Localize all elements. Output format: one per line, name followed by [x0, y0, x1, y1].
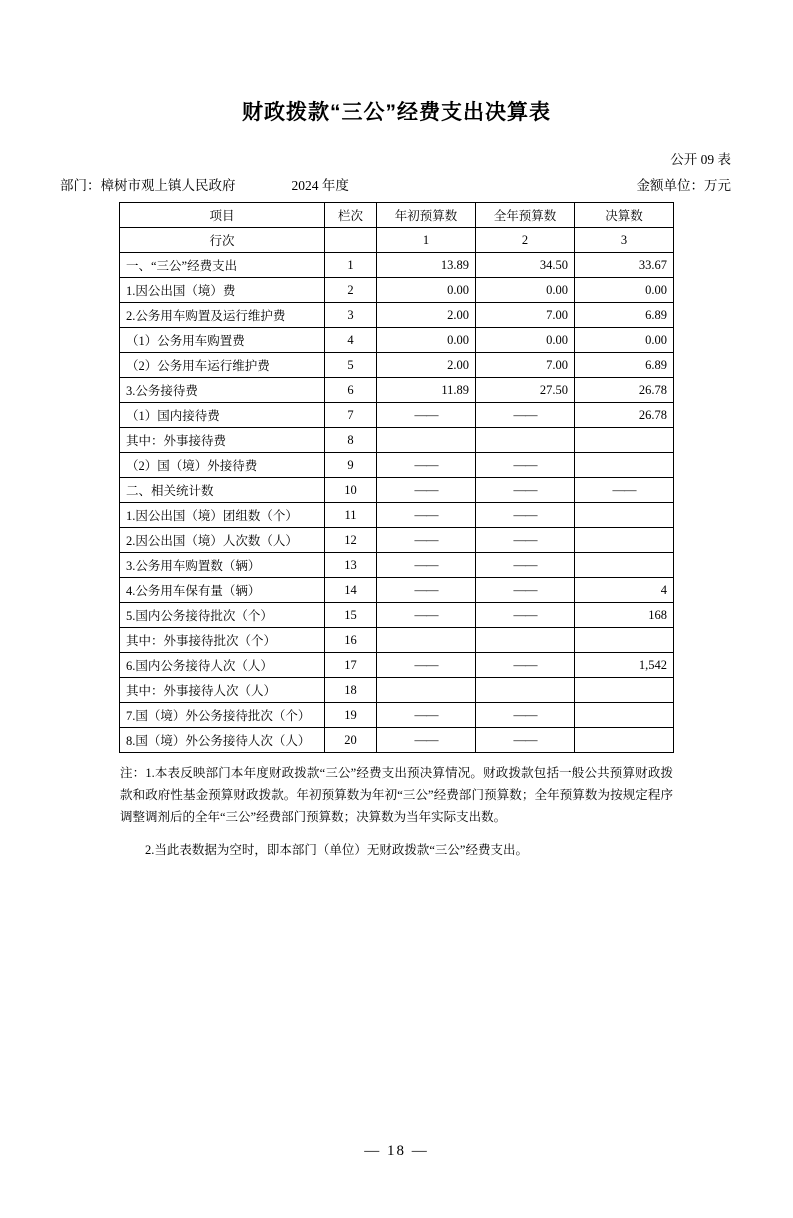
row-line-number: 14 [325, 578, 377, 603]
table-row [120, 278, 674, 303]
table-row [120, 528, 674, 553]
table-row [120, 253, 674, 278]
row-annual-budget [476, 628, 575, 653]
row-item-label: 5.国内公务接待批次（个） [120, 603, 325, 628]
row-item-label: 6.国内公务接待人次（人） [120, 653, 325, 678]
row-initial-budget: 0.00 [377, 328, 476, 353]
row-annual-budget: —— [476, 728, 575, 753]
row-initial-budget: —— [377, 503, 476, 528]
row-annual-budget: 0.00 [476, 278, 575, 303]
row-annual-budget: 0.00 [476, 328, 575, 353]
table-row [120, 603, 674, 628]
table-row [120, 728, 674, 753]
row-line-blank [325, 228, 377, 253]
row-initial-budget: —— [377, 728, 476, 753]
row-initial-budget: —— [377, 603, 476, 628]
meta-row [60, 174, 733, 194]
row-final-account [575, 728, 674, 753]
row-annual-budget: —— [476, 453, 575, 478]
row-line-number: 7 [325, 403, 377, 428]
row-item-label: 1.因公出国（境）费 [120, 278, 325, 303]
row-final-account: 0.00 [575, 278, 674, 303]
row-item-label: 1.因公出国（境）团组数（个） [120, 503, 325, 528]
row-line-number: 9 [325, 453, 377, 478]
row-item-label: （1）国内接待费 [120, 403, 325, 428]
table-row [120, 628, 674, 653]
row-line-number: 18 [325, 678, 377, 703]
column-number-1: 1 [377, 228, 476, 253]
row-final-account: 6.89 [575, 353, 674, 378]
page-title: 财政拨款“三公”经费支出决算表 [242, 101, 551, 124]
row-final-account: 4 [575, 578, 674, 603]
row-line-number: 4 [325, 328, 377, 353]
table-row [120, 503, 674, 528]
row-initial-budget: 11.89 [377, 378, 476, 403]
header-final-account: 决算数 [575, 203, 674, 228]
row-line-number: 17 [325, 653, 377, 678]
row-line-number: 5 [325, 353, 377, 378]
row-line-number: 20 [325, 728, 377, 753]
table-header-row [120, 203, 674, 228]
column-number-2: 2 [476, 228, 575, 253]
row-item-label: 二、相关统计数 [120, 478, 325, 503]
row-final-account [575, 678, 674, 703]
row-line-label: 行次 [120, 228, 325, 253]
row-initial-budget: —— [377, 553, 476, 578]
row-item-label: 3.公务用车购置数（辆） [120, 553, 325, 578]
header-column-index: 栏次 [325, 203, 377, 228]
row-line-number: 12 [325, 528, 377, 553]
table-row [120, 303, 674, 328]
table-row [120, 553, 674, 578]
row-initial-budget: —— [377, 403, 476, 428]
row-final-account [575, 553, 674, 578]
row-initial-budget: —— [377, 453, 476, 478]
row-final-account: 168 [575, 603, 674, 628]
row-initial-budget: 13.89 [377, 253, 476, 278]
header-item: 项目 [120, 203, 325, 228]
row-initial-budget: —— [377, 703, 476, 728]
row-annual-budget: —— [476, 503, 575, 528]
row-item-label: （2）公务用车运行维护费 [120, 353, 325, 378]
row-item-label: 4.公务用车保有量（辆） [120, 578, 325, 603]
row-line-number: 19 [325, 703, 377, 728]
row-item-label: 2.因公出国（境）人次数（人） [120, 528, 325, 553]
row-line-number: 3 [325, 303, 377, 328]
row-annual-budget: 27.50 [476, 378, 575, 403]
row-initial-budget: —— [377, 478, 476, 503]
row-item-label: （1）公务用车购置费 [120, 328, 325, 353]
row-final-account: 33.67 [575, 253, 674, 278]
row-initial-budget: —— [377, 528, 476, 553]
row-line-number: 6 [325, 378, 377, 403]
table-row [120, 478, 674, 503]
row-final-account [575, 703, 674, 728]
page-number: — 18 — [364, 1143, 429, 1159]
row-initial-budget: —— [377, 578, 476, 603]
header-initial-budget: 年初预算数 [377, 203, 476, 228]
table-line-number-row [120, 228, 674, 253]
row-initial-budget [377, 628, 476, 653]
table-row [120, 403, 674, 428]
row-line-number: 11 [325, 503, 377, 528]
row-annual-budget: —— [476, 578, 575, 603]
table-row [120, 703, 674, 728]
row-final-account [575, 453, 674, 478]
row-initial-budget: 0.00 [377, 278, 476, 303]
department-label: 部门：樟树市观上镇人民政府 [60, 178, 236, 193]
amount-unit: 金额单位：万元 [636, 178, 731, 193]
table-row [120, 378, 674, 403]
table-row [120, 453, 674, 478]
three-public-expenses-table [119, 202, 674, 753]
row-item-label: 其中：外事接待费 [120, 428, 325, 453]
table-row [120, 328, 674, 353]
row-initial-budget [377, 428, 476, 453]
table-notes [120, 763, 673, 862]
row-annual-budget: —— [476, 478, 575, 503]
row-annual-budget: —— [476, 703, 575, 728]
row-final-account: 6.89 [575, 303, 674, 328]
row-annual-budget: 7.00 [476, 303, 575, 328]
note-1: 注：1.本表反映部门本年度财政拨款“三公”经费支出预决算情况。财政拨款包括一般公共预算财政拨款和政府性基金预算财政拨款。年初预算数为年初“三公”经费部门预算数；全年预算数为按规定程序调整调剂后的全年“三公”经费部门预算数；决算数为当年实际支出数。 [120, 766, 673, 824]
row-final-account [575, 428, 674, 453]
row-annual-budget: 34.50 [476, 253, 575, 278]
row-initial-budget: 2.00 [377, 303, 476, 328]
table-row [120, 653, 674, 678]
row-line-number: 1 [325, 253, 377, 278]
row-item-label: 3.公务接待费 [120, 378, 325, 403]
row-final-account [575, 503, 674, 528]
row-line-number: 8 [325, 428, 377, 453]
row-item-label: 其中：外事接待批次（个） [120, 628, 325, 653]
row-final-account: 26.78 [575, 378, 674, 403]
row-final-account: 1,542 [575, 653, 674, 678]
fiscal-year: 2024 年度 [291, 178, 349, 193]
row-item-label: （2）国（境）外接待费 [120, 453, 325, 478]
row-item-label: 7.国（境）外公务接待批次（个） [120, 703, 325, 728]
row-annual-budget: —— [476, 553, 575, 578]
form-code: 公开 09 表 [670, 152, 731, 167]
row-annual-budget: —— [476, 603, 575, 628]
row-final-account: —— [575, 478, 674, 503]
row-initial-budget: 2.00 [377, 353, 476, 378]
row-item-label: 8.国（境）外公务接待人次（人） [120, 728, 325, 753]
column-number-3: 3 [575, 228, 674, 253]
table-row [120, 428, 674, 453]
row-annual-budget: —— [476, 528, 575, 553]
row-annual-budget [476, 678, 575, 703]
note-2: 2.当此表数据为空时，即本部门（单位）无财政拨款“三公”经费支出。 [145, 842, 528, 857]
table-row [120, 353, 674, 378]
row-annual-budget: 7.00 [476, 353, 575, 378]
meta-left-group [60, 174, 349, 194]
table-row [120, 578, 674, 603]
row-line-number: 2 [325, 278, 377, 303]
row-final-account: 0.00 [575, 328, 674, 353]
table-row [120, 678, 674, 703]
row-annual-budget: —— [476, 403, 575, 428]
document-page [0, 96, 793, 1218]
row-final-account [575, 628, 674, 653]
row-line-number: 15 [325, 603, 377, 628]
row-final-account: 26.78 [575, 403, 674, 428]
row-line-number: 10 [325, 478, 377, 503]
row-line-number: 13 [325, 553, 377, 578]
row-final-account [575, 528, 674, 553]
row-item-label: 其中：外事接待人次（人） [120, 678, 325, 703]
row-line-number: 16 [325, 628, 377, 653]
header-annual-budget: 全年预算数 [476, 203, 575, 228]
row-item-label: 一、“三公”经费支出 [120, 253, 325, 278]
row-initial-budget [377, 678, 476, 703]
row-annual-budget [476, 428, 575, 453]
row-annual-budget: —— [476, 653, 575, 678]
row-item-label: 2.公务用车购置及运行维护费 [120, 303, 325, 328]
row-initial-budget: —— [377, 653, 476, 678]
